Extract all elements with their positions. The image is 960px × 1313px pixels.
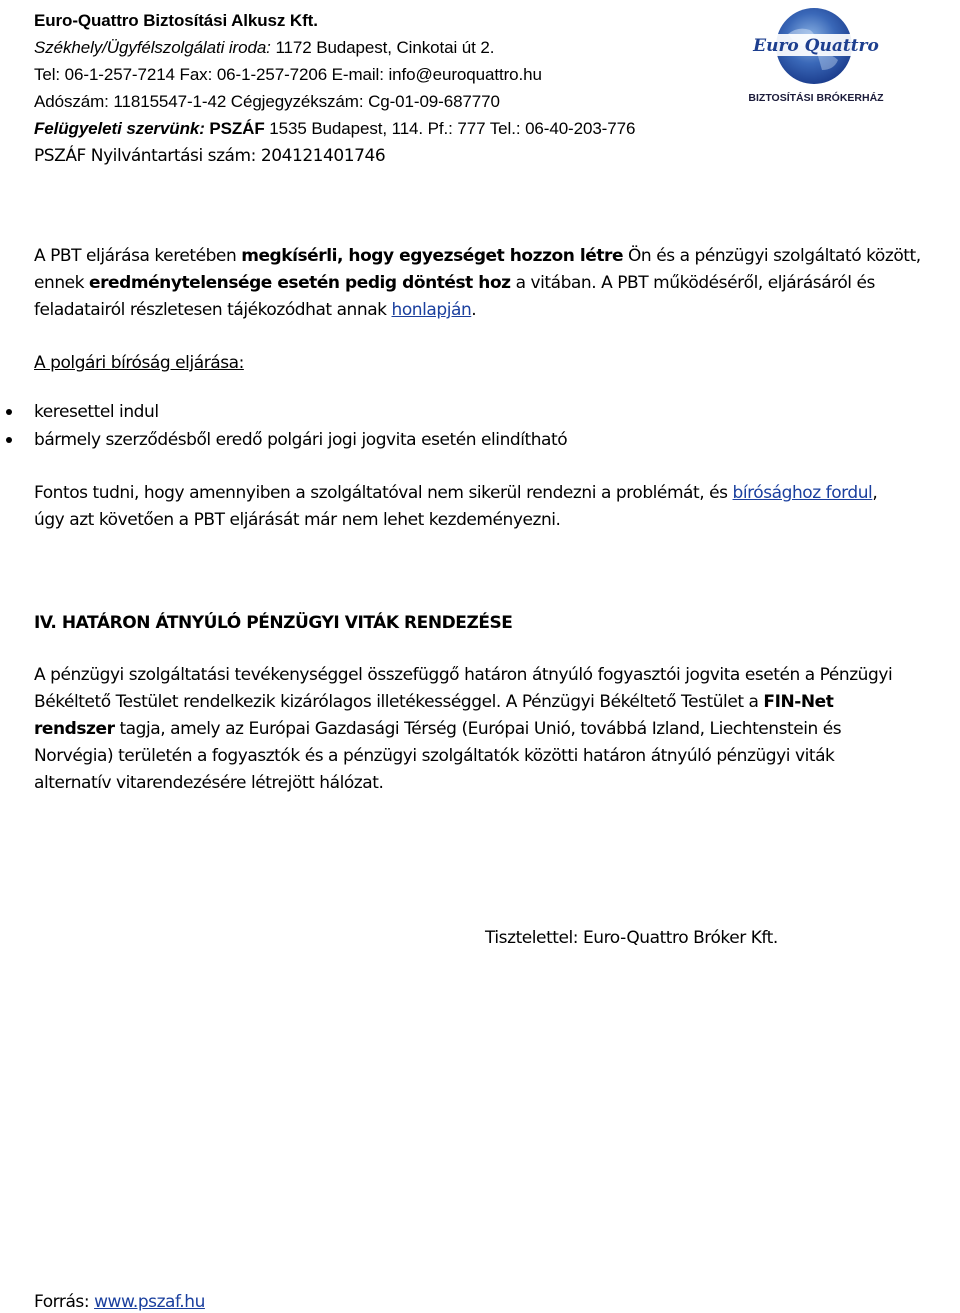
source-link[interactable]: www.pszaf.hu [94, 1292, 205, 1312]
section-4-line-5: alternatív vitarendezésére létrejött hálózat. [34, 773, 384, 793]
section-4-heading: IV. HATÁRON ÁTNYÚLÓ PÉNZÜGYI VITÁK RENDEZÉSE [34, 613, 513, 633]
section-4-line-1: A pénzügyi szolgáltatási tevékenységgel összefüggő határon átnyúló fogyasztói jogvita esetén a Pénzügyi [34, 665, 893, 685]
pbt-line-2: ennek eredménytelensége esetén pedig döntést hoz a vitában. A PBT működéséről, eljárásáról és [34, 273, 875, 293]
source-line: Forrás: www.pszaf.hu [34, 1292, 205, 1312]
contact-line: Tel: 06-1-257-7214 Fax: 06-1-257-7206 E-mail: info@euroquattro.hu [34, 65, 542, 84]
list-item: keresettel indul [34, 402, 159, 422]
euro-quattro-logo [748, 4, 884, 110]
civil-court-heading: A polgári bíróság eljárása: [34, 353, 244, 373]
logo-subtitle: BIZTOSÍTÁSI BRÓKERHÁZ [748, 92, 884, 104]
bullet-icon [6, 437, 12, 443]
registry-line: Adószám: 11815547-1-42 Cégjegyzékszám: Cg-01-09-687770 [34, 92, 500, 111]
list-item: bármely szerződésből eredő polgári jogi jogvita esetén elindítható [34, 430, 568, 450]
section-4-line-3: rendszer tagja, amely az Európai Gazdasági Térség (Európai Unió, továbbá Izland, Liechtenstein és [34, 719, 842, 739]
note-line-1: Fontos tudni, hogy amennyiben a szolgáltatóval nem sikerül rendezni a problémát, és bírósághoz fordul, [34, 483, 878, 503]
supervisor-line: Felügyeleti szervünk: PSZÁF 1535 Budapest, 114. Pf.: 777 Tel.: 06-40-203-776 [34, 119, 636, 138]
section-4-line-4: Norvégia) területén a fogyasztók és a pénzügyi szolgáltatók közötti határon átnyúló pénzügyi viták [34, 746, 835, 766]
company-name: Euro-Quattro Biztosítási Alkusz Kft. [34, 11, 318, 30]
closing-signature: Tisztelettel: Euro-Quattro Bróker Kft. [485, 928, 778, 948]
court-link[interactable]: bírósághoz fordul [732, 483, 873, 503]
pbt-line-3: feladatairól részletesen tájékozódhat annak honlapján. [34, 300, 477, 320]
office-line: Székhely/Ügyfélszolgálati iroda: 1172 Budapest, Cinkotai út 2. [34, 38, 495, 57]
logo-title: Euro Quattro [753, 36, 879, 56]
bullet-icon [6, 409, 12, 415]
pbt-line-1: A PBT eljárása keretében megkísérli, hogy egyezséget hozzon létre Ön és a pénzügyi szolgáltató között, [34, 246, 921, 266]
section-4-line-2: Békéltető Testület rendelkezik kizárólagos illetékességgel. A Pénzügyi Békéltető Testület a FIN-Net [34, 692, 834, 712]
pszaf-number-line: PSZÁF Nyilvántartási szám: 204121401746 [34, 146, 386, 166]
pbt-homepage-link[interactable]: honlapján [391, 300, 472, 320]
note-line-2: úgy azt követően a PBT eljárását már nem lehet kezdeményezni. [34, 510, 561, 530]
